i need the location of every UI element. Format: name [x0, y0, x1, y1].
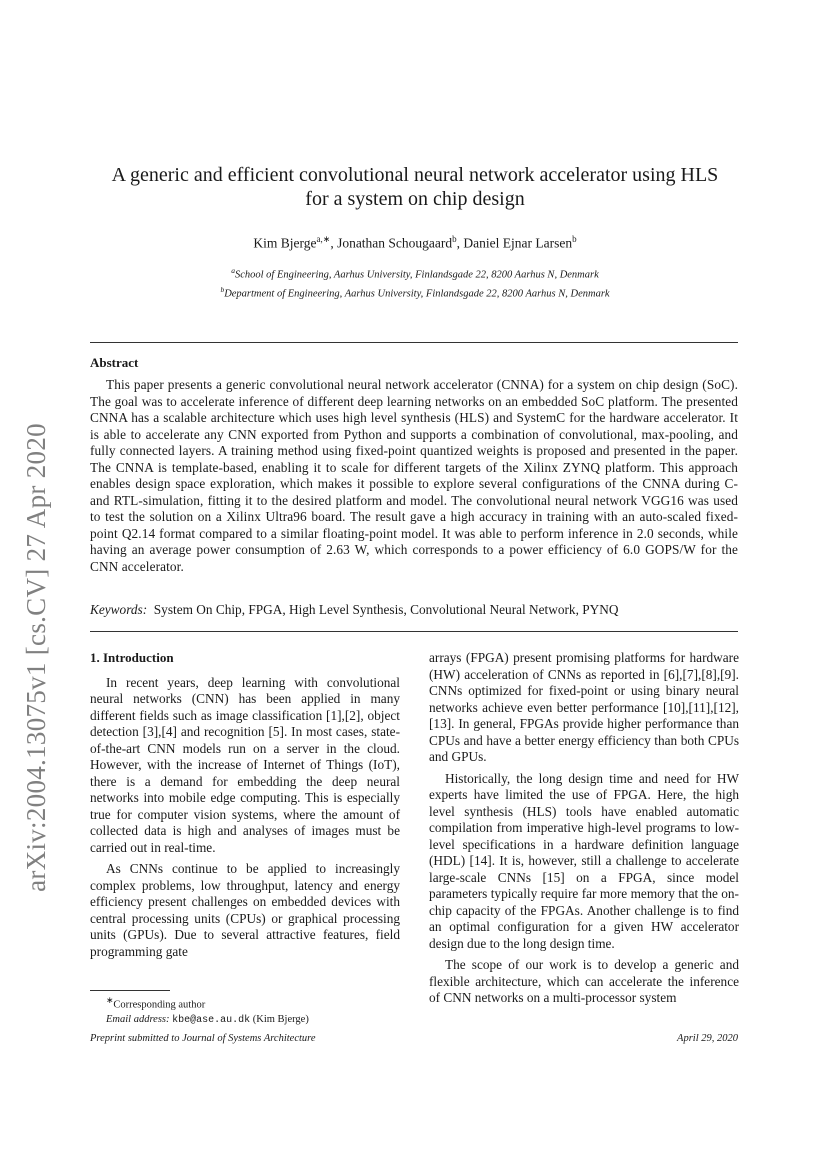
author-name: Daniel Ejnar Larsen: [463, 235, 573, 251]
body-paragraph: As CNNs continue to be applied to increasingly complex problems, low throughput, latency and energy efficiency present challenges on embedded devices with central processing units (CPUs) or graphical processing units (GPUs). Due to several attractive features, field programming gate: [90, 861, 400, 959]
abstract-heading: Abstract: [90, 355, 139, 370]
body-paragraph: The scope of our work is to develop a generic and flexible architecture, which can accelerate the inference of CNN networks on a multi-processor system: [429, 957, 739, 1005]
paper-title: [70, 163, 760, 211]
affiliation-item: [70, 283, 760, 302]
abstract-bottom-rule: [90, 631, 738, 632]
author-affiliation-mark: b: [452, 234, 457, 244]
footnote-email-line: [90, 1013, 400, 1028]
footnote-corresponding-text: Corresponding author: [113, 999, 206, 1011]
author-name: Kim Bjerge: [253, 235, 317, 251]
author-list: [70, 234, 760, 252]
footnote-corresponding: [90, 993, 400, 1013]
footnote-rule: [90, 990, 170, 991]
footnote: [90, 993, 400, 1028]
section-heading-introduction: 1. Introduction: [90, 650, 174, 665]
keywords-line: [90, 602, 738, 618]
author-name: Jonathan Schougaard: [337, 235, 453, 251]
body-paragraph: arrays (FPGA) present promising platforms for hardware (HW) acceleration of CNNs as reported in [6],[7],[8],[9]. CNNs optimized for fixed-point or using binary neural networks achieve even better performance [10],[11],[12],[13]. In general, FPGAs provide higher performance than CPUs and have a better energy efficiency than both CPUs and GPUs.: [429, 650, 739, 764]
email-owner: (Kim Bjerge): [252, 1013, 309, 1025]
abstract-top-rule: [90, 342, 738, 343]
arxiv-id-text: arXiv:2004.13075v1 [cs.CV] 27 Apr 2020: [20, 422, 51, 892]
preprint-note: Preprint submitted to Journal of Systems Architecture: [90, 1033, 316, 1044]
abstract-body: This paper presents a generic convolutional neural network accelerator (CNNA) for a system on chip design (SoC). The goal was to accelerate inference of different deep learning networks on an embedded SoC platform. The presented CNNA has a scalable architecture which uses high level synthesis (HLS) and SystemC for the hardware accelerator. It is able to accelerate any CNN exported from Python and supports a combination of convolutional, max-pooling, and fully connected layers. A training method using fixed-point quantized weights is proposed and presented in the paper. The CNNA is template-based, enabling it to scale for different targets of the Xilinx ZYNQ platform. This approach enables design space exploration, which makes it possible to explore several configurations of the CNNA during C- and RTL-simulation, fitting it to the desired platform and model. The convolutional neural network VGG16 was used to test the solution on a Xilinx Ultra96 board. The result gave a high accuracy in training with an auto-scaled fixed-point Q2.14 format compared to a similar floating-point model. It was able to perform inference in 2.0 seconds, while having an average power consumption of 2.63 W, which corresponds to a power efficiency of 6.0 GOPS/W for the CNN accelerator.: [90, 377, 738, 574]
title-line-1: A generic and efficient convolutional neural network accelerator using HLS: [111, 164, 719, 186]
arxiv-identifier-stamp: [20, 352, 52, 962]
author-separator: ,: [456, 235, 464, 251]
author-separator: ,: [330, 235, 338, 251]
affiliation-mark: a: [231, 266, 235, 275]
body-paragraph: Historically, the long design time and need for HW experts have limited the use of FPGA. Here, the high level synthesis (HLS) tools have enabled automatic compilation from imperative high-level programs to low-level specifications in a hardware definition language (HDL) [14]. It is, however, still a challenge to accelerate large-scale CNNs [15] on a FPGA, since model parameters typically require far more memory that the on-chip capacity of the FPGAs. Another challenge is to find an optimal configuration for a given HW accelerator design due to the long design time.: [429, 770, 739, 951]
left-column: [90, 650, 400, 965]
email-address: kbe@ase.au.dk: [172, 1014, 251, 1026]
title-line-2: for a system on chip design: [305, 188, 525, 210]
author-affiliation-mark: a,∗: [316, 234, 331, 244]
body-paragraph: In recent years, deep learning with convolutional neural networks (CNN) has been applied in many different fields such as image classification [1],[2], object detection [3],[4] and recognition [5]. In most cases, state-of-the-art CNN models run on a server in the cloud. However, with the increase of Internet of Things (IoT), there is a demand for embedding the deep neural networks into mobile edge computing. This is especially true for computer vision systems, where the amount of collected data is high and analyses of images must be carried out in real-time.: [90, 674, 400, 855]
affiliation-text: Department of Engineering, Aarhus University, Finlandsgade 22, 8200 Aarhus N, Denmark: [224, 288, 610, 299]
right-column: [429, 650, 739, 1012]
footnote-mark: ∗: [106, 995, 114, 1005]
author-affiliation-mark: b: [572, 234, 577, 244]
preprint-date: April 29, 2020: [677, 1033, 738, 1044]
keywords-text: System On Chip, FPGA, High Level Synthesis, Convolutional Neural Network, PYNQ: [153, 602, 619, 617]
keywords-label: Keywords:: [90, 602, 148, 617]
affiliation-mark: b: [220, 284, 225, 294]
affiliation-list: [70, 264, 760, 301]
affiliation-text: School of Engineering, Aarhus University, Finlandsgade 22, 8200 Aarhus N, Denmark: [234, 269, 599, 281]
affiliation-item: [70, 264, 760, 283]
email-label: Email address:: [106, 1013, 170, 1025]
